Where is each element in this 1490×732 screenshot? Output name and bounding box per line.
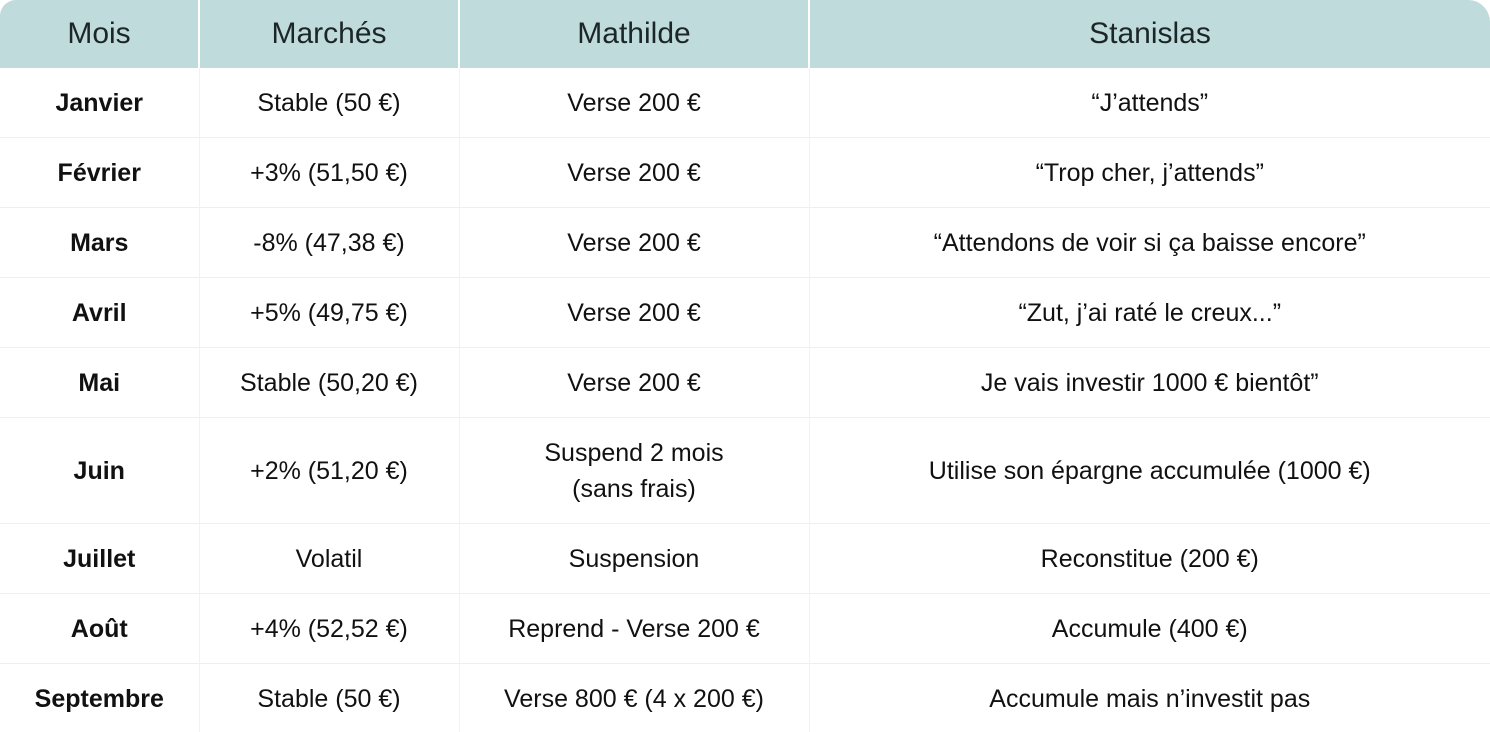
cell-mois: Avril — [0, 278, 199, 348]
cell-stanislas: “Attendons de voir si ça baisse encore” — [809, 208, 1490, 278]
cell-mathilde-line2: (sans frais) — [572, 474, 696, 503]
table-row — [0, 138, 1490, 208]
cell-mathilde-line1: Suspend 2 mois — [544, 438, 724, 467]
cell-mathilde: Suspension — [459, 524, 809, 594]
cell-stanislas: Accumule (400 €) — [809, 594, 1490, 664]
cell-mathilde: Reprend - Verse 200 € — [459, 594, 809, 664]
cell-mathilde: Verse 200 € — [459, 138, 809, 208]
cell-mathilde — [459, 418, 809, 524]
cell-marches: +5% (49,75 €) — [199, 278, 459, 348]
cell-mois: Août — [0, 594, 199, 664]
header-marches: Marchés — [199, 0, 459, 68]
table-row — [0, 68, 1490, 138]
header-mathilde: Mathilde — [459, 0, 809, 68]
cell-marches: Stable (50,20 €) — [199, 348, 459, 418]
table-row — [0, 524, 1490, 594]
cell-mois: Mai — [0, 348, 199, 418]
cell-mois: Septembre — [0, 664, 199, 732]
cell-mathilde: Verse 200 € — [459, 348, 809, 418]
cell-stanislas: Accumule mais n’investit pas — [809, 664, 1490, 732]
cell-stanislas: “J’attends” — [1091, 88, 1209, 117]
table-row — [0, 664, 1490, 732]
table-row — [0, 418, 1490, 524]
cell-marches: +4% (52,52 €) — [199, 594, 459, 664]
cell-mathilde: Verse 200 € — [459, 208, 809, 278]
cell-mois: Février — [0, 138, 199, 208]
table-row — [0, 278, 1490, 348]
cell-marches: -8% (47,38 €) — [199, 208, 459, 278]
cell-marches: Stable (50 €) — [199, 664, 459, 732]
cell-marches: +2% (51,20 €) — [199, 418, 459, 524]
cell-stanislas: Reconstitue (200 €) — [809, 524, 1490, 594]
table-row — [0, 208, 1490, 278]
cell-mathilde: Verse 200 € — [459, 68, 809, 138]
table-row — [0, 348, 1490, 418]
header-mois: Mois — [0, 0, 199, 68]
cell-mathilde: Verse 200 € — [459, 278, 809, 348]
header-row — [0, 0, 1490, 68]
cell-stanislas: Utilise son épargne accumulée (1000 €) — [809, 418, 1490, 524]
header-stanislas: Stanislas — [809, 0, 1490, 68]
cell-mathilde: Verse 800 € (4 x 200 €) — [459, 664, 809, 732]
table-header — [0, 0, 1490, 68]
cell-mois: Juin — [0, 418, 199, 524]
table-body — [0, 68, 1490, 732]
cell-stanislas: “Trop cher, j’attends” — [809, 138, 1490, 208]
cell-stanislas: “Zut, j’ai raté le creux...” — [809, 278, 1490, 348]
cell-stanislas: Je vais investir 1000 € bientôt” — [809, 348, 1490, 418]
cell-marches: Stable (50 €) — [199, 68, 459, 138]
table-row — [0, 594, 1490, 664]
cell-mois: Mars — [0, 208, 199, 278]
cell-marches: Volatil — [199, 524, 459, 594]
cell-mois: Janvier — [0, 68, 199, 138]
cell-marches: +3% (51,50 €) — [199, 138, 459, 208]
cell-mois: Juillet — [0, 524, 199, 594]
